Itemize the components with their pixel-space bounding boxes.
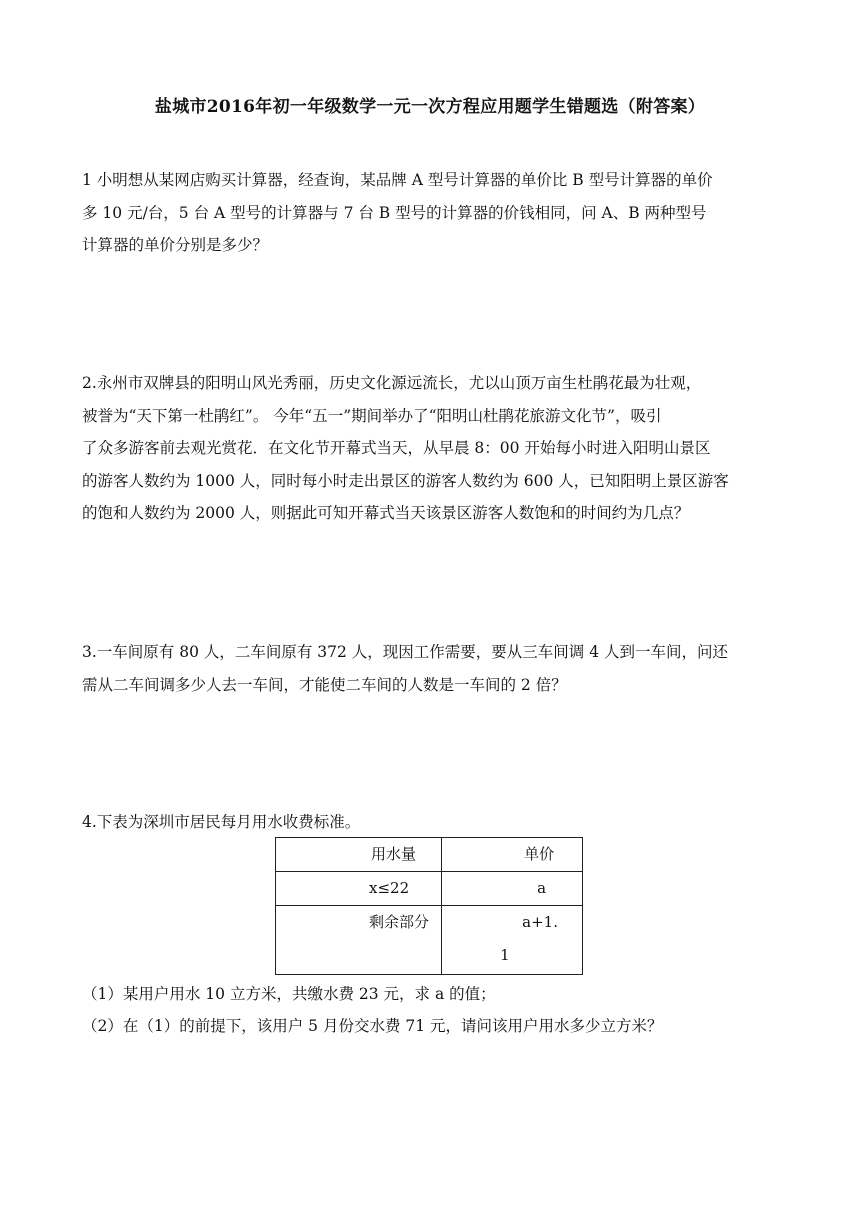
question-3-line-1: 3.一车间原有 80 人，二车间原有 372 人，现因工作需要，要从三车间调 4 人到一车间，问还 <box>82 643 729 661</box>
document-title: 盐城市2016年初一年级数学一元一次方程应用题学生错题选（附答案） <box>154 97 706 117</box>
question-2-line-4: 的游客人数约为 1000 人，同时每小时走出景区的游客人数约为 600 人，已知阳明上景区游客 <box>82 471 729 490</box>
question-2 <box>82 367 782 530</box>
table-header-usage: 用水量 <box>276 838 442 872</box>
table-row <box>276 906 583 975</box>
table-row <box>276 872 583 906</box>
question-4-intro: 4.下表为深圳市居民每月用水收费标准。 <box>82 813 361 831</box>
table-cell-usage-2: 剩余部分 <box>276 906 442 975</box>
table-cell-price-2-line-2: 1 <box>500 946 510 964</box>
question-2-line-5: 的饱和人数约为 2000 人，则据此可知开幕式当天该景区游客人数饱和的时间约为几点？ <box>82 504 690 522</box>
table-cell-price-2 <box>442 906 583 975</box>
question-2-line-3: 了众多游客前去观光赏花．在文化节开幕式当天，从早晨 8：00 开始每小时进入阳明山景区 <box>82 439 711 457</box>
table-header-row <box>276 838 583 872</box>
question-2-line-1: 2.永州市双牌县的阳明山风光秀丽，历史文化源远流长，尤以山顶万亩生杜鹃花最为壮观， <box>82 374 702 392</box>
question-4-part-2: （2）在（1）的前提下，该用户 5 月份交水费 71 元，请问该用户用水多少立方米？ <box>82 1017 663 1035</box>
question-4-part-1: （1）某用户用水 10 立方米，共缴水费 23 元，求 a 的值； <box>82 985 496 1003</box>
question-3-line-2: 需从二车间调多少人去一车间，才能使二车间的人数是一车间的 2 倍？ <box>82 675 567 694</box>
question-2-line-2: 被誉为“天下第一杜鹃红”。 今年“五一”期间举办了“阳明山杜鹃花旅游文化节”，吸引 <box>82 406 662 425</box>
water-fee-table <box>275 837 583 975</box>
table-cell-price-2-line-1: a+1. <box>522 913 558 931</box>
question-1-line-3: 计算器的单价分别是多少？ <box>82 236 269 254</box>
question-3 <box>82 636 782 701</box>
table-header-price: 单价 <box>442 838 583 872</box>
question-1-line-1: 1 小明想从某网店购买计算器，经查询，某品牌 A 型号计算器的单价比 B 型号计算器的单价 <box>82 171 713 189</box>
table-cell-price-1: a <box>442 872 583 906</box>
question-1-line-2: 多 10 元/台，5 台 A 型号的计算器与 7 台 B 型号的计算器的价钱相同，问 A、B 两种型号 <box>82 203 707 222</box>
question-1 <box>82 164 782 262</box>
table-cell-usage-1: x≤22 <box>276 872 442 906</box>
